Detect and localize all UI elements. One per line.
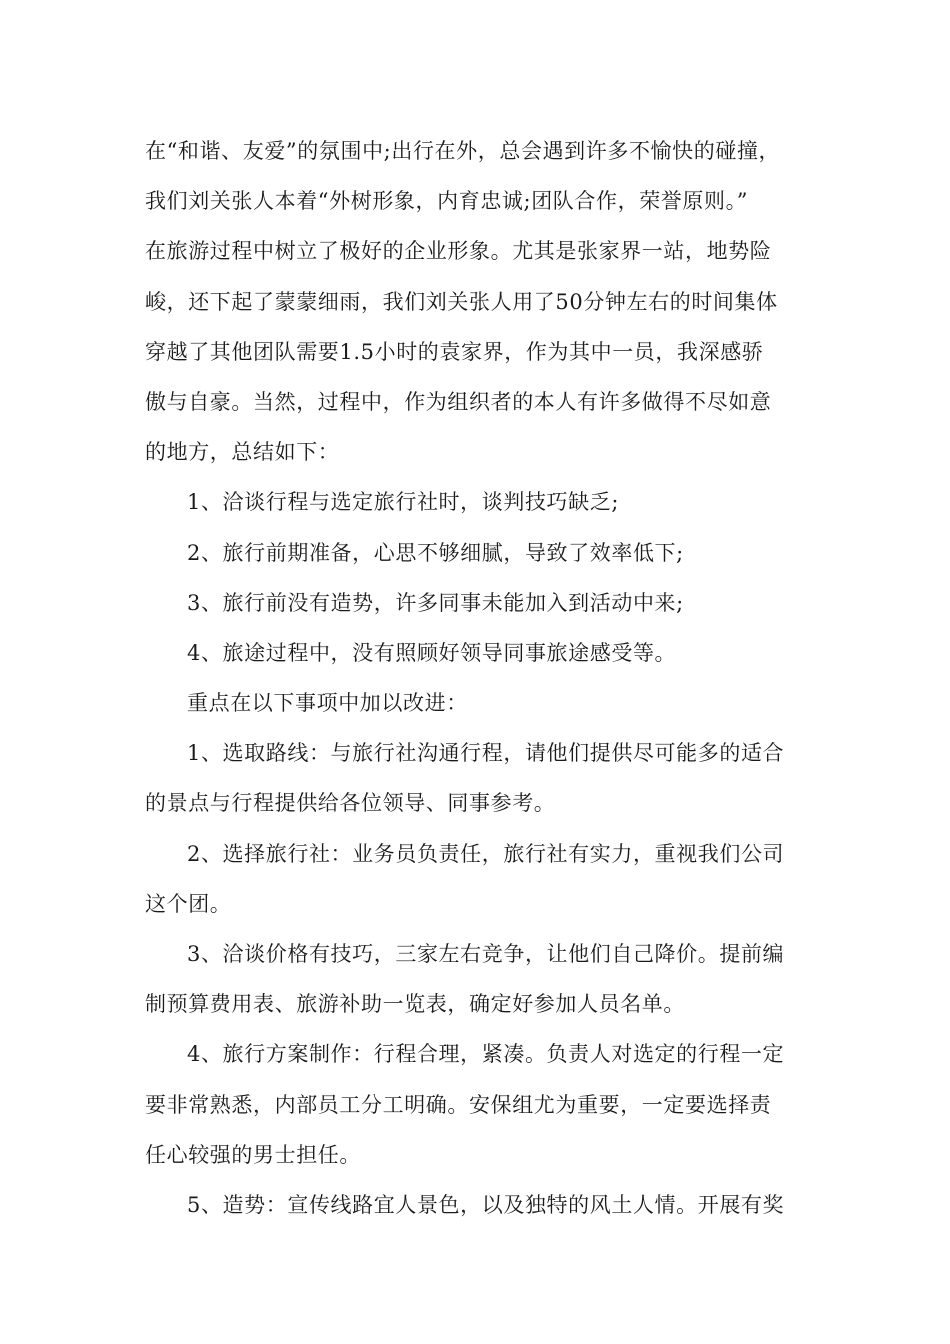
text-line: 任心较强的男士担任。 [145, 1142, 361, 1167]
text-line: 3、洽谈价格有技巧，三家左右竞争，让他们自己降价。提前编 [187, 942, 785, 966]
text-line: 3、旅行前没有造势，许多同事未能加入到活动中来; [187, 590, 684, 615]
text-line: 傲与自豪。当然，过程中，作为组织者的本人有许多做得不尽如意 [145, 389, 772, 414]
text-line: 峻，还下起了蒙蒙细雨，我们刘关张人用了50分钟左右的时间集体 [145, 289, 778, 314]
text-line: 这个团。 [145, 891, 232, 916]
text-line: 4、旅行方案制作：行程合理，紧凑。负责人对选定的行程一定 [187, 1042, 785, 1067]
text-line: 在“和谐、友爱”的氛围中;出行在外，总会遇到许多不愉快的碰撞， [145, 139, 781, 163]
text-line: 2、选择旅行社：业务员负责任，旅行社有实力，重视我们公司 [187, 841, 785, 866]
document-body [145, 131, 813, 1235]
text-line: 的景点与行程提供给各位领导、同事参考。 [145, 791, 556, 816]
text-line: 5、造势：宣传线路宜人景色，以及独特的风土人情。开展有奖 [187, 1192, 785, 1217]
text-line: 1、洽谈行程与选定旅行社时，谈判技巧缺乏; [187, 490, 620, 515]
text-line: 在旅游过程中树立了极好的企业形象。尤其是张家界一站，地势险 [145, 239, 772, 264]
text-line: 穿越了其他团队需要1.5小时的袁家界，作为其中一员，我深感骄 [145, 339, 764, 364]
text-line: 4、旅途过程中，没有照顾好领导同事旅途感受等。 [187, 640, 677, 665]
text-line: 制预算费用表、旅游补助一览表，确定好参加人员名单。 [145, 992, 685, 1017]
text-line: 1、选取路线：与旅行社沟通行程，请他们提供尽可能多的适合 [187, 741, 785, 766]
text-line: 2、旅行前期准备，心思不够细腻，导致了效率低下; [187, 540, 684, 565]
text-line: 我们刘关张人本着“外树形象，内育忠诚;团队合作，荣誉原则。” [145, 189, 749, 214]
text-line: 的地方，总结如下： [145, 440, 340, 465]
text-line: 重点在以下事项中加以改进： [187, 691, 468, 716]
text-line: 要非常熟悉，内部员工分工明确。安保组尤为重要，一定要选择责 [145, 1092, 772, 1117]
